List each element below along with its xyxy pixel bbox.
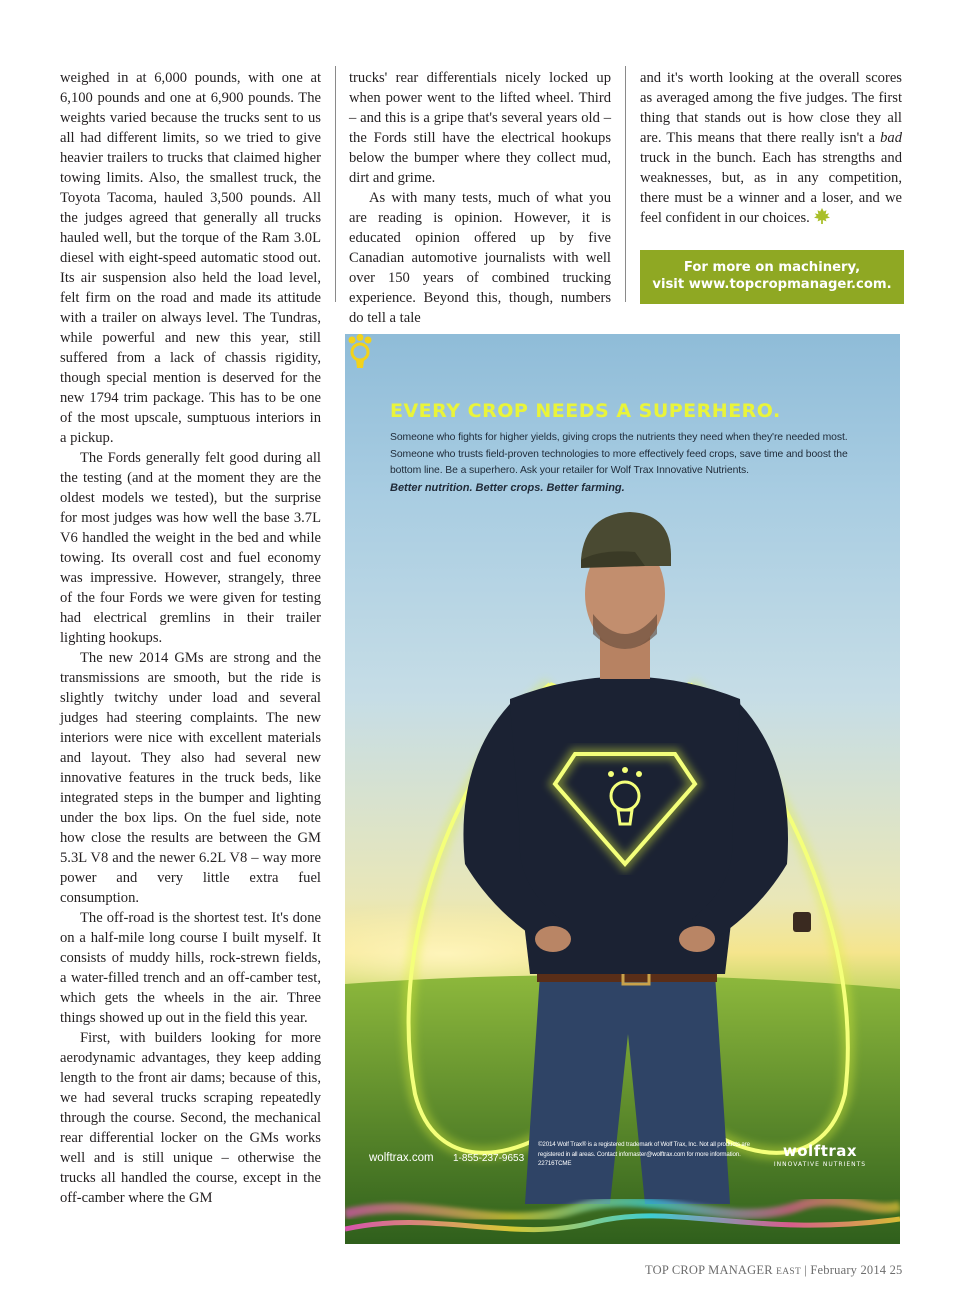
ad-phone-number: 1-855-237-9653	[453, 1153, 525, 1164]
edition-label: EAST	[776, 1267, 802, 1277]
issue-date: February 2014	[810, 1263, 887, 1277]
brand-logo	[765, 1142, 875, 1168]
folio-separator: |	[804, 1263, 808, 1277]
wolftrax-advertisement[interactable]	[345, 334, 900, 1244]
promo-line-1: For more on machinery,	[683, 260, 861, 275]
maple-leaf-icon	[813, 208, 831, 224]
magazine-name: TOP CROP MANAGER	[645, 1263, 773, 1277]
page-footer	[645, 1263, 903, 1278]
article-column-1	[60, 68, 321, 1208]
wolf-paw-logo-icon	[345, 334, 375, 370]
paragraph	[640, 68, 902, 228]
paragraph: The Fords generally felt good during all the testing (and at the moment they are the oldest models we tested), but the surprise for most judges was how well the base 3.7L V6 handled the weight in the bed and while towing. Its overall cost and fuel economy was impressive. However, strangely, three of the four Fords we were given for testing had electrical gremlins in their trailer lighting hookups.	[60, 450, 321, 646]
article-column-2	[349, 68, 611, 328]
page-number: 25	[889, 1263, 903, 1277]
paragraph: The off-road is the shortest test. It's done on a half-mile long course I built myself. It consists of muddy hills, rock-strewn fields, a water-filled trench and an off-camber test, which gets the wheels in the air. Three things showed up out in the field this year.	[60, 910, 321, 1026]
paragraph: First, with builders looking for more aerodynamic advantages, they keep adding length to the front air dams; because of this, we had several trucks scraping repeatedly through the course. Second, the mechanical rear differential locker on the GMs works well and is still unique – otherwise the trucks all handled the course, except in the off-camber where the GM	[60, 1030, 321, 1206]
column-divider	[335, 66, 336, 302]
ad-tagline: Better nutrition. Better crops. Better farming.	[390, 482, 625, 494]
ad-body-text: Someone who fights for higher yields, giving crops the nutrients they need when they're needed most. Someone who trusts field-proven technologies to more effectively feed crops, save time and boost the bottom line. Be a superhero. Ask your retailer for Wolf Trax Innovative Nutrients.	[390, 432, 848, 476]
emphasis-text: bad	[880, 130, 902, 146]
article-column-3	[640, 68, 902, 228]
paragraph: trucks' rear differentials nicely locked up when power went to the lifted wheel. Third – and this is a gripe that's several years old – the Fords still have the electrical hookups below the bumper where they collect mud, dirt and grime.	[349, 70, 611, 186]
promo-line-2: visit www.topcropmanager.com.	[652, 277, 892, 292]
text-run: and it's worth looking at the overall scores as averaged among the five judges. The first thing that stands out is how close they all are. This means that there really isn't a	[640, 70, 902, 146]
column-divider	[625, 66, 626, 302]
paragraph: The new 2014 GMs are strong and the transmissions are smooth, but the ride is slightly twitchy under load and several judges had steering complaints. The new interiors were nice with excellent materials and layout. They also had several new innovative features in the truck beds, like integrated steps in the bumper and lighting under the box lips. On the fuel side, note how close the results are between the GM 5.3L V8 and the newer 6.2L V8 – way more power and very little extra fuel consumption.	[60, 650, 321, 906]
ad-website-link[interactable]: wolftrax.com	[369, 1152, 434, 1164]
paragraph: weighed in at 6,000 pounds, with one at 6,100 pounds and one at 6,900 pounds. The weights varied because the trucks sent to us all had different limits, so we tried to give heavier trailers to trucks that claimed higher towing limits. Also, the smallest truck, the Toyota Tacoma, hauled 3,500 pounds. All the judges agreed that generally all trucks hauled well, but the torque of the Ram 3.0L diesel with eight-speed automatic stood out. Its air suspension also held the load level, felt firm on the road and made its attitude with a trailer on always level. The Tundras, while powerful and new this year, still suffered from a lack of chassis rigidity, though special mention is deserved for the new 1794 trim package. This has to be one of the most upscale, sumptuous interiors in a pickup.	[60, 70, 321, 446]
ad-headline: EVERY CROP NEEDS A SUPERHERO.	[390, 400, 781, 422]
brand-subtitle: INNOVATIVE NUTRIENTS	[773, 1161, 867, 1168]
wristwatch	[793, 912, 811, 932]
text-run: truck in the bunch. Each has strengths and weaknesses, but, as in any competition, there must be a winner and a loser, and we feel confident in our choices.	[640, 150, 902, 226]
paragraph: As with many tests, much of what you are reading is opinion. However, it is educated opinion offered up by five Canadian automotive journalists with well over 150 years of combined trucking experience. Beyond this, though, numbers do tell a tale	[349, 190, 611, 326]
right-hand	[679, 926, 715, 952]
brand-name: wolftrax	[782, 1142, 858, 1160]
left-hand	[535, 926, 571, 952]
promo-link-box[interactable]	[640, 250, 904, 304]
ad-legal-text: ©2014 Wolf Trax® is a registered trademark of Wolf Trax, Inc. Not all products are registered in all areas. Contact infomaster@wolftrax.com for more information. 22716TCME	[538, 1141, 750, 1167]
